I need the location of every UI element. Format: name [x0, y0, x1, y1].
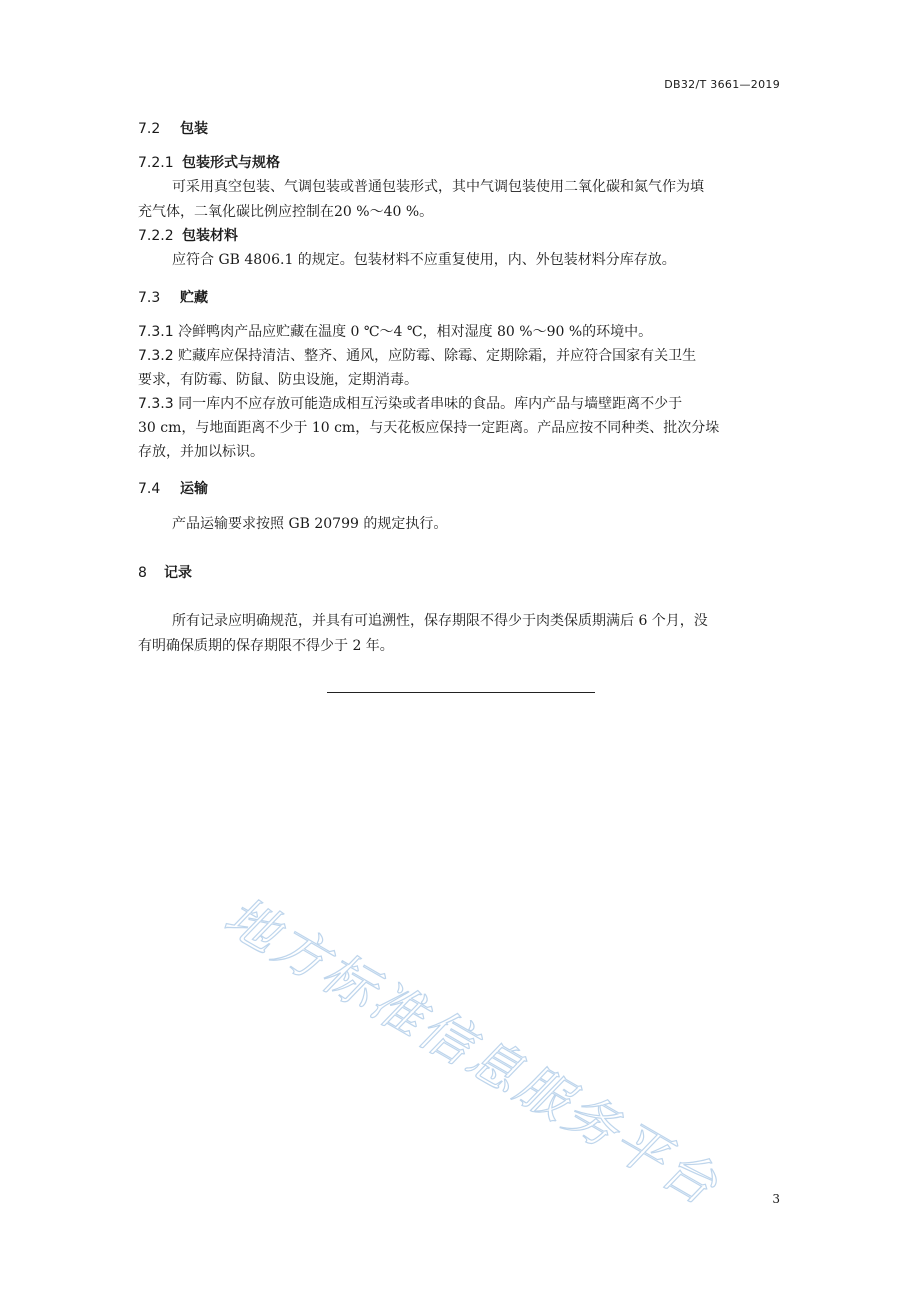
heading-title: 记录: [164, 565, 192, 581]
heading-title: 包装形式与规格: [182, 155, 280, 171]
heading-title: 包装材料: [182, 228, 238, 244]
end-rule: [327, 692, 595, 693]
paragraph-line: 所有记录应明确规范，并具有可追溯性，保存期限不得少于肉类保质期满后 6 个月，没: [172, 613, 708, 629]
paragraph-line: 冷鲜鸭肉产品应贮藏在温度 0 ℃～4 ℃，相对湿度 80 %～90 %的环境中。: [178, 324, 653, 340]
watermark: 地方标准信息服务平台: [214, 886, 730, 1219]
clause-7-3-1: [138, 321, 652, 341]
clause-7-3-2: [138, 345, 696, 365]
heading-number: 7.3: [138, 290, 161, 306]
paragraph-line: 应符合 GB 4806.1 的规定。包装材料不应重复使用，内、外包装材料分库存放。: [172, 252, 676, 268]
paragraph-line: 存放，并加以标识。: [138, 444, 264, 460]
heading-number: 7.4: [138, 481, 161, 497]
clause-number: 7.3.1: [138, 324, 174, 340]
heading-number: 7.2.2: [138, 228, 174, 244]
paragraph-line: 有明确保质期的保存期限不得少于 2 年。: [138, 638, 394, 654]
heading-7-4: [138, 478, 208, 498]
heading-8: [138, 562, 192, 582]
heading-number: 8: [138, 565, 147, 581]
paragraph-line: 产品运输要求按照 GB 20799 的规定执行。: [172, 516, 448, 532]
clause-number: 7.3.3: [138, 396, 174, 412]
page-number: 3: [772, 1192, 780, 1206]
heading-7-2-2: [138, 225, 238, 245]
paragraph-line: 同一库内不应存放可能造成相互污染或者串味的食品。库内产品与墙壁距离不少于: [178, 396, 683, 412]
heading-title: 运输: [180, 481, 208, 497]
heading-number: 7.2.1: [138, 155, 174, 171]
document-code: DB32/T 3661—2019: [664, 78, 780, 91]
paragraph-line: 可采用真空包装、气调包装或普通包装形式，其中气调包装使用二氧化碳和氮气作为填: [172, 179, 704, 195]
paragraph-line: 要求，有防霉、防鼠、防虫设施，定期消毒。: [138, 372, 418, 388]
heading-title: 贮藏: [180, 290, 208, 306]
paragraph-line: 30 cm，与地面距离不少于 10 cm，与天花板应保持一定距离。产品应按不同种类、批次分垛: [138, 420, 720, 436]
heading-number: 7.2: [138, 121, 161, 137]
clause-7-3-3: [138, 393, 682, 413]
heading-title: 包装: [180, 121, 208, 137]
heading-7-2: [138, 118, 208, 138]
paragraph-line: 贮藏库应保持清洁、整齐、通风，应防霉、除霉、定期除霜，并应符合国家有关卫生: [178, 348, 697, 364]
heading-7-2-1: [138, 152, 280, 172]
clause-number: 7.3.2: [138, 348, 174, 364]
heading-7-3: [138, 287, 208, 307]
paragraph-line: 充气体，二氧化碳比例应控制在20 %～40 %。: [138, 204, 434, 220]
